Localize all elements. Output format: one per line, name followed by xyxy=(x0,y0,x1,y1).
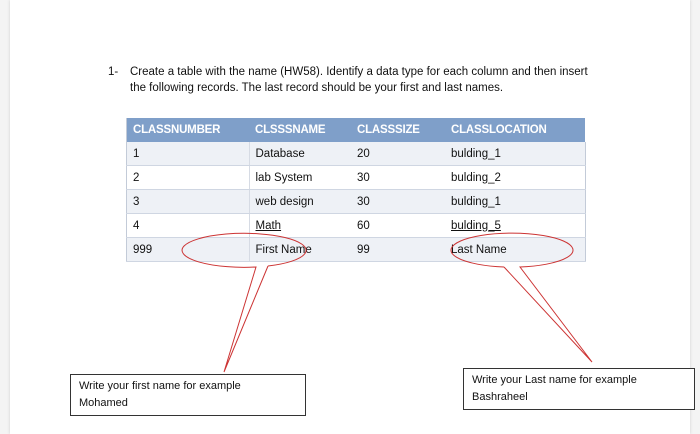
first-name-callout xyxy=(182,233,306,372)
cell-classlocation: bulding_1 xyxy=(445,190,585,214)
header-classname: CLSSSNAME xyxy=(249,118,351,142)
cell-classname: Math xyxy=(249,214,351,238)
first-name-note xyxy=(70,374,306,416)
cell-classsize: 20 xyxy=(351,142,445,166)
question-number: 1- xyxy=(108,66,119,78)
first-name-note-line-1: Write your first name for example xyxy=(79,380,241,392)
cell-classlocation: bulding_2 xyxy=(445,166,585,190)
cell-classlocation: Last Name xyxy=(445,238,585,262)
last-name-note-line-2: Bashraheel xyxy=(472,391,528,403)
last-name-note xyxy=(463,368,695,410)
first-name-note-line-2: Mohamed xyxy=(79,397,128,409)
cell-classsize: 30 xyxy=(351,190,445,214)
question-line-1: Create a table with the name (HW58). Identify a data type for each column and then insert xyxy=(130,66,588,78)
cell-classlocation: bulding_1 xyxy=(445,142,585,166)
cell-classnumber: 2 xyxy=(127,166,250,190)
question-line-2: the following records. The last record should be your first and last names. xyxy=(130,82,504,94)
cell-classname: Database xyxy=(249,142,351,166)
cell-classnumber: 999 xyxy=(127,238,250,262)
cell-classsize: 60 xyxy=(351,214,445,238)
cell-classsize: 30 xyxy=(351,166,445,190)
header-classlocation: CLASSLOCATION xyxy=(445,118,585,142)
cell-classnumber: 4 xyxy=(127,214,250,238)
last-name-note-line-1: Write your Last name for example xyxy=(472,374,637,386)
header-classsize: CLASSSIZE xyxy=(351,118,445,142)
last-name-callout xyxy=(451,233,592,362)
header-classnumber: CLASSNUMBER xyxy=(127,118,250,142)
cell-classnumber: 3 xyxy=(127,190,250,214)
cell-classlocation: bulding_5 xyxy=(445,214,585,238)
cell-classsize: 99 xyxy=(351,238,445,262)
cell-classnumber: 1 xyxy=(127,142,250,166)
cell-classname: web design xyxy=(249,190,351,214)
cell-classname: First Name xyxy=(249,238,351,262)
cell-classname: lab System xyxy=(249,166,351,190)
